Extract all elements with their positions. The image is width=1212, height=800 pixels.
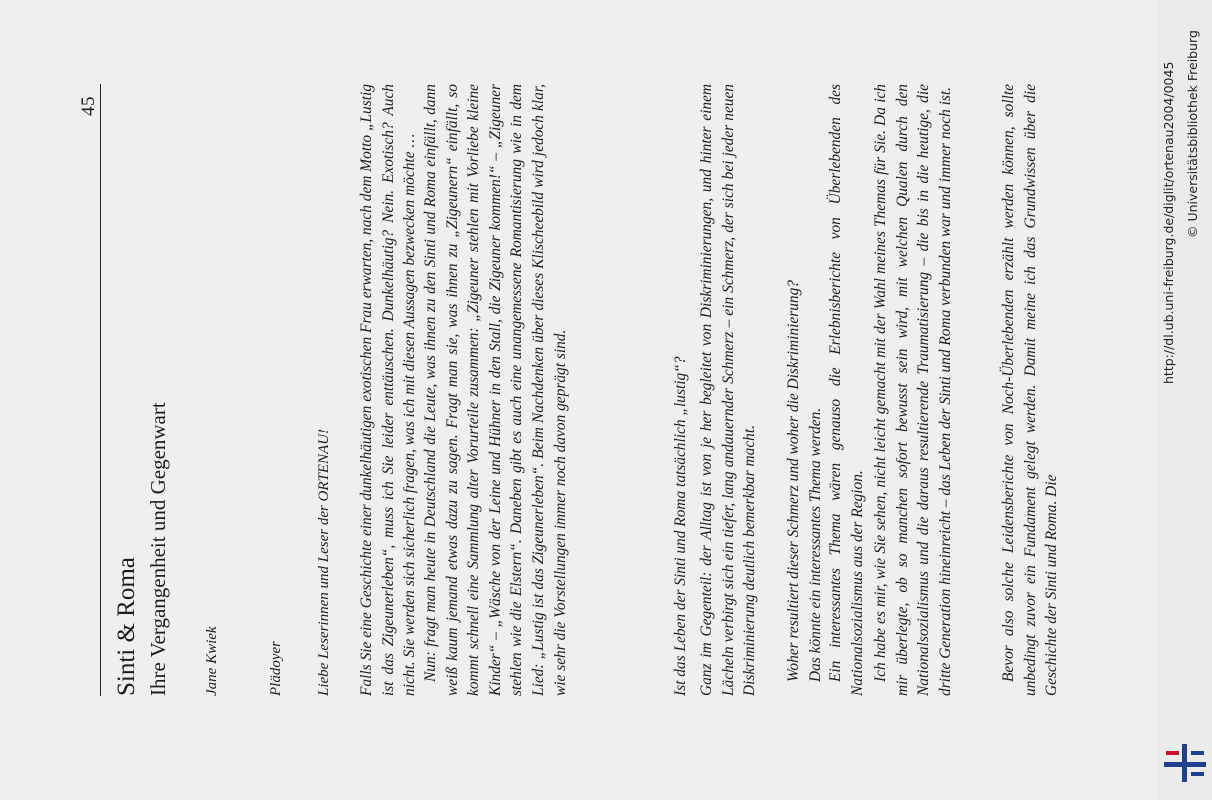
paragraph-5: Woher resultiert dieser Schmerz und woher die Diskriminierung? — [785, 280, 802, 682]
source-url-link[interactable]: http://dl.ub.uni-freiburg.de/diglit/ortenau2004/0045 — [1161, 61, 1176, 384]
salutation: Liebe Leserinnen und Leser der ORTENAU! — [316, 428, 332, 696]
paragraph-4: Ganz im Gegenteil: der Alltag ist von je her begleitet von Diskriminierungen, und hinter einem Lächeln verbirgt sich ein tiefer, lang andauernder Schmerz – ein Schmerz, der sich bei jeder neuen Diskriminierung deutlich bemerkbar macht. — [698, 84, 759, 696]
paragraph-8: Ich habe es mir, wie Sie sehen, nicht leicht gemacht mit der Wahl meines Themas für Sie. Da ich mir überlegte, ob so manchen sofort bewusst sein wird, mit welchen Qualen durch den Nationalsozialismus und die daraus resultierende Traumatisierung – die bis in die heutige, die dritte Generation hineinreicht – das Leben der Sinti und Roma verbunden war und immer noch ist. — [872, 84, 954, 696]
paragraph-3: Ist das Leben der Sinti und Roma tatsächlich „lustig“? — [672, 356, 689, 696]
article-title: Sinti & Roma — [113, 557, 140, 696]
paragraph-7: Ein interessantes Thema wären genauso die Erlebnisberichte von Überlebenden des Nationalsozialismus aus der Region. — [827, 84, 866, 696]
copyright-notice: © Universitätsbibliothek Freiburg — [1185, 30, 1200, 238]
author-name: Jane Kwiek — [204, 626, 220, 696]
paragraph-6: Das könnte ein interessantes Thema werden. — [807, 407, 824, 682]
ub-freiburg-logo-icon — [1164, 744, 1206, 782]
section-label: Plädoyer — [268, 641, 284, 696]
paragraph-1: Falls Sie eine Geschichte einer dunkelhäutigen exotischen Frau erwarten, nach dem Motto „Lustig ist das Zigeunerleben“, muss ich Sie leider enttäuschen. Dunkelhäutig? Nein. Exotisch? Auch nicht. Sie werden sich sicherlich fragen, was ich mit diesen Aussagen bezwecken möchte … — [358, 84, 419, 696]
article-subtitle: Ihre Vergangenheit und Gegenwart — [146, 402, 170, 696]
paragraph-2: Nun: fragt man heute in Deutschland die Leute, was ihnen zu den Sinti und Roma einfällt, dann weiß kaum jemand etwas dazu zu sagen. Fragt man sie, was ihnen zu „Zigeunern“ einfällt, so kommt schnell eine Sammlung alter Vorurteile zusammen: „Zigeuner stehlen mit Vorliebe kleine Kinder“ – „Wäsche von der Leine und Hühner in den Stall, die Zigeuner kommen!“ – „Zigeuner stehlen wie die Elstern“. Daneben gibt es auch eine unangemessene Romantisierung wie in dem Lied: „Lustig ist das Zigeunerleben“. Beim Nachdenken über dieses Klischeebild wird jedoch klar, wie sehr die Vorstellungen immer noch davon geprägt sind. — [422, 84, 569, 696]
header-rule — [100, 84, 101, 696]
page-number: 45 — [78, 96, 99, 116]
paragraph-9: Bevor also solche Leidensberichte von Noch-Überlebenden erzählt werden können, sollte unbedingt zuvor ein Fundament gelegt werden. Damit meine ich das Grundwissen über die Geschichte der Sinti und Roma. Die — [1000, 84, 1061, 696]
